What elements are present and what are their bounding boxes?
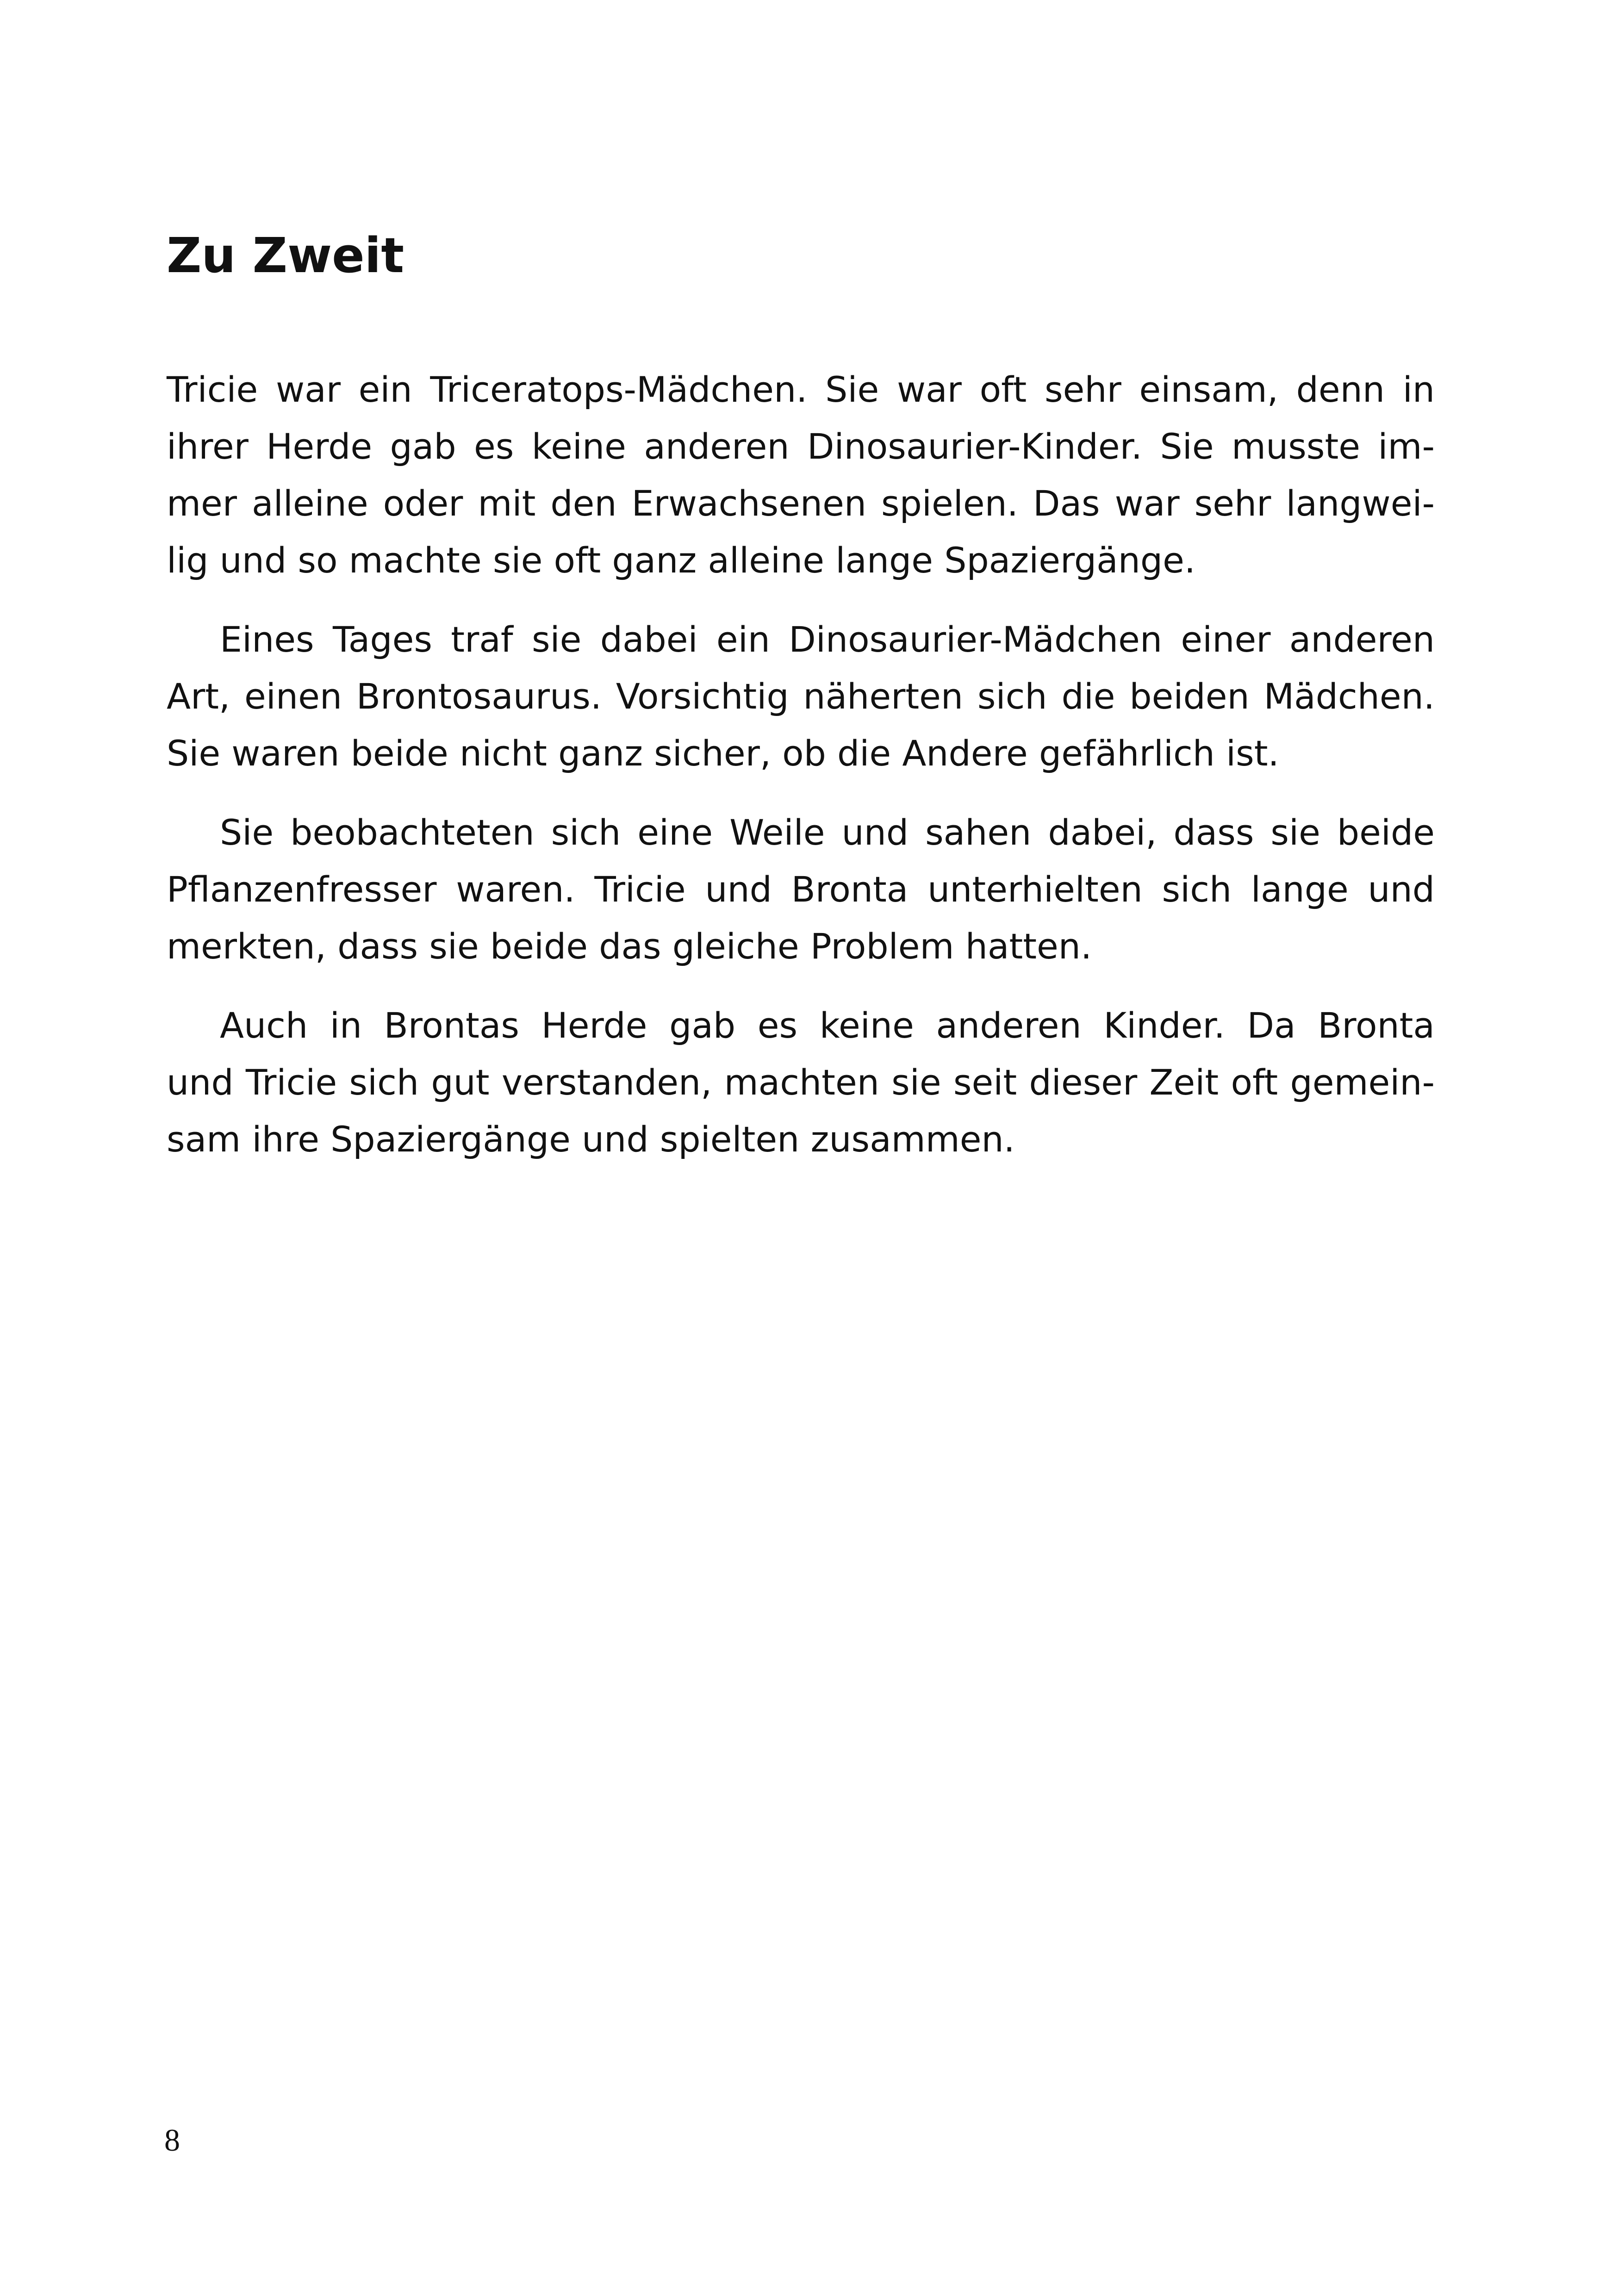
text-line: lig und so machte sie oft ganz alleine lange Spaziergänge.	[167, 540, 1196, 581]
page-number: 8	[164, 2122, 180, 2158]
paragraph-3	[167, 804, 1435, 975]
text-line: Art, einen Brontosaurus. Vorsichtig näherten sich die beiden Mädchen.	[167, 676, 1435, 717]
text-line: Pflanzenfresser waren. Tricie und Bronta unterhielten sich lange und	[167, 869, 1435, 910]
text-line: mer alleine oder mit den Erwachsenen spielen. Das war sehr langwei-	[167, 483, 1435, 524]
text-line: Sie beobachteten sich eine Weile und sahen dabei, dass sie beide	[220, 812, 1435, 853]
paragraph-4	[167, 997, 1435, 1168]
text-line: merkten, dass sie beide das gleiche Problem hatten.	[167, 926, 1092, 967]
story-text	[167, 361, 1435, 1190]
text-line: Tricie war ein Triceratops-Mädchen. Sie war oft sehr einsam, denn in	[167, 369, 1435, 410]
text-line: Auch in Brontas Herde gab es keine anderen Kinder. Da Bronta	[220, 1005, 1435, 1046]
chapter-title: Zu Zweit	[167, 227, 404, 284]
paragraph-2	[167, 611, 1435, 782]
text-line: ihrer Herde gab es keine anderen Dinosaurier-Kinder. Sie musste im-	[167, 426, 1435, 467]
text-line: Sie waren beide nicht ganz sicher, ob die Andere gefährlich ist.	[167, 733, 1279, 774]
text-line: und Tricie sich gut verstanden, machten sie seit dieser Zeit oft gemein-	[167, 1062, 1435, 1103]
text-line: sam ihre Spaziergänge und spielten zusammen.	[167, 1119, 1015, 1160]
paragraph-1	[167, 361, 1435, 589]
text-line: Eines Tages traf sie dabei ein Dinosaurier-Mädchen einer anderen	[220, 619, 1435, 660]
